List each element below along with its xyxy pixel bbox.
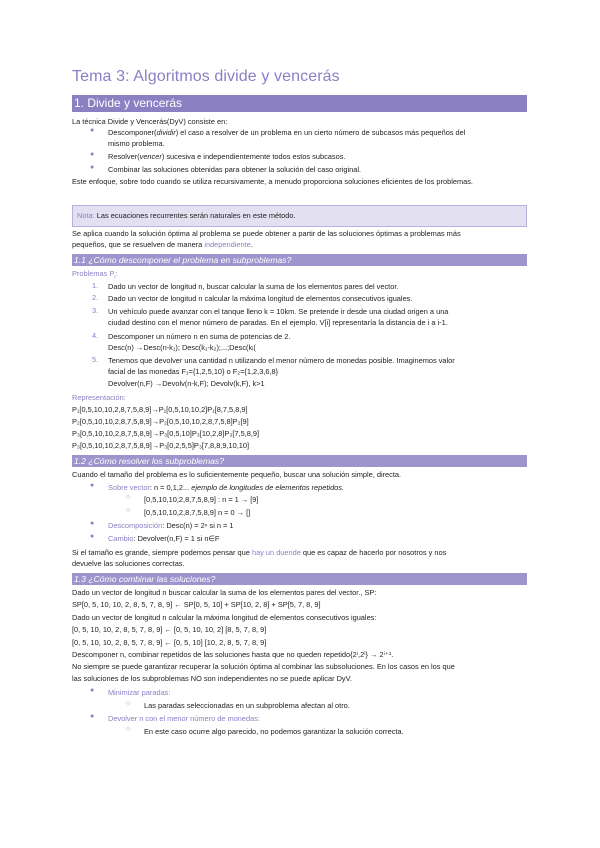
s13-line: SP[0, 5, 10, 10, 2, 8, 5, 7, 8, 9] ← SP[0, 5, 10] + SP[10, 2, 8] + SP[5, 7, 8, 9] bbox=[72, 600, 321, 609]
s13-line: Dado un vector de longitud n calcular la máxima longitud de elementos consecutivos iguales: bbox=[72, 613, 377, 622]
s12-intro: Cuando el tamaño del problema es lo suficientemente pequeño, buscar una solución simple, directa. bbox=[72, 470, 402, 479]
problem-item-3: Un vehículo puede avanzar con el tanque lleno k = 10km. Se pretende ir desde una ciudad origen a una bbox=[108, 307, 449, 316]
note-box: Nota: Las ecuaciones recurrentes serán naturales en este método. bbox=[72, 205, 527, 227]
min-stops-detail: Las paradas seleccionadas en un subproblema afectan al otro. bbox=[144, 701, 350, 710]
min-coins-detail: En este caso ocurre algo parecido, no podemos garantizar la solución correcta. bbox=[144, 727, 404, 736]
circle-bullet-icon: ○ bbox=[126, 700, 131, 707]
list-number: 5. bbox=[92, 355, 99, 364]
section-heading-1-1: 1.1 ¿Cómo descomponer el problema en subproblemas? bbox=[72, 254, 527, 266]
bullet-resolve: Resolver(vencer) sucesiva e independientemente todos estos subcasos. bbox=[108, 152, 346, 161]
representation-line: P₁[0,5,10,10,2,8,7,5,8,9]→P₁[0,5,10,10,2]P₁[8,7,5,8,9] bbox=[72, 405, 248, 414]
section-heading-1-2: 1.2 ¿Cómo resolver los subproblemas? bbox=[72, 455, 527, 467]
s13-line: Descomponer n, combinar repetidos de las soluciones hasta que no queden repetido{2ⁱ,2ⁱ} → 2ⁱ⁺¹. bbox=[72, 650, 394, 659]
circle-bullet-icon: ○ bbox=[126, 507, 131, 514]
representation-line: P₃[0,5,10,10,2,8,7,5,8,9]→P₃[0,2,5,5]P₃[7,8,8,9,10,10] bbox=[72, 441, 250, 450]
bullet-vector: Sobre vector: n = 0,1,2... ejemplo de longitudes de elementos repetidos. bbox=[108, 483, 345, 492]
section-heading-1: 1. Divide y vencerás bbox=[72, 95, 527, 112]
section-heading-1-3: 1.3 ¿Cómo combinar las soluciones? bbox=[72, 573, 527, 585]
circle-bullet-icon: ○ bbox=[126, 494, 131, 501]
bullet-icon: ● bbox=[90, 151, 95, 158]
problem-item-4-formula: Desc(n) →Desc(n-k₁); Desc(k₁-k₂);...;Desc(kᵢ( bbox=[108, 343, 256, 352]
s13-line: Dado un vector de longitud n buscar calcular la suma de los elementos pares del vector., SP: bbox=[72, 588, 377, 597]
vector-example-1: [0,5,10,10,2,8,7,5,8,9] : n = 1 → [9] bbox=[144, 495, 259, 504]
s13-paragraph: No siempre se puede garantizar recuperar la solución óptima al combinar las subsoluciones. En los casos en los que bbox=[72, 662, 455, 671]
list-number: 2. bbox=[92, 293, 99, 302]
paragraph-optimal-a: Se aplica cuando la solución óptima al problema se puede obtener a partir de las soluciones óptimas a problemas más bbox=[72, 229, 461, 238]
bullet-min-coins: Devolver n con el menor número de monedas: bbox=[108, 714, 260, 723]
bullet-combine: Combinar las soluciones obtenidas para obtener la solución del caso original. bbox=[108, 165, 362, 174]
s13-paragraph-cont: las soluciones de los subproblemas NO son independientes no se puede aplicar DyV. bbox=[72, 674, 352, 683]
bullet-icon: ● bbox=[90, 520, 95, 527]
vector-example-2: [0,5,10,10,2,8,7,5,8,9] n = 0 → [] bbox=[144, 508, 251, 517]
page-title: Tema 3: Algoritmos divide y vencerás bbox=[72, 68, 340, 85]
bullet-decompose-cont: mismo problema. bbox=[108, 139, 165, 148]
list-number: 4. bbox=[92, 331, 99, 340]
representation-label: Representación: bbox=[72, 393, 126, 402]
bullet-icon: ● bbox=[90, 127, 95, 134]
list-number: 1. bbox=[92, 281, 99, 290]
circle-bullet-icon: ○ bbox=[126, 726, 131, 733]
bullet-change: Cambio: Devolver(n,F) = 1 si n∈F bbox=[108, 534, 220, 543]
problem-item-4: Descomponer un número n en suma de potencias de 2. bbox=[108, 332, 291, 341]
s13-line: [0, 5, 10, 10, 2, 8, 5, 7, 8, 9] ← [0, 5, 10] [10, 2, 8, 5, 7, 8, 9] bbox=[72, 638, 267, 647]
problems-label: Problemas $P_i$: bbox=[72, 269, 118, 281]
bullet-decompose: Descomponer(dividir) el caso a resolver de un problema en un cierto número de subcasos más pequeños del bbox=[108, 128, 466, 137]
intro-line: La técnica Divide y Vencerás(DyV) consiste en: bbox=[72, 117, 228, 126]
problem-item-1: Dado un vector de longitud n, buscar calcular la suma de los elementos pares del vector. bbox=[108, 282, 399, 291]
s12-paragraph-cont: devuelve las soluciones correctas. bbox=[72, 559, 185, 568]
problem-item-5-cont: facial de las monedas F₁={1,2,5,10} o F₂={1,2,3,6,8} bbox=[108, 367, 279, 376]
problem-item-2: Dado un vector de longitud n calcular la máxima longitud de elementos consecutivos iguales. bbox=[108, 294, 413, 303]
bullet-icon: ● bbox=[90, 687, 95, 694]
bullet-min-stops: Minimizar paradas: bbox=[108, 688, 171, 697]
paragraph-optimal-b: pequeños, que se resuelven de manera independiente. bbox=[72, 240, 253, 249]
problem-item-5: Tenemos que devolver una cantidad n utilizando el menor número de monedas posible. Imaginemos valor bbox=[108, 356, 455, 365]
representation-line: P₂[0,5,10,10,2,8,7,5,8,9]→P₂[0,5,10,10,2,8,7,5,8]P₂[9] bbox=[72, 417, 249, 426]
bullet-decomposition: Descomposición: Desc(n) = 2ⁿ si n = 1 bbox=[108, 521, 234, 530]
bullet-icon: ● bbox=[90, 482, 95, 489]
bullet-icon: ● bbox=[90, 164, 95, 171]
bullet-icon: ● bbox=[90, 713, 95, 720]
s12-paragraph: Si el tamaño es grande, siempre podemos pensar que hay un duende que es capaz de hacerlo por nosotros y nos bbox=[72, 548, 447, 557]
problem-item-5-formula: Devolver(n,F) →Devolv(n-k,F); Devolv(k,F), k>1 bbox=[108, 379, 265, 388]
list-number: 3. bbox=[92, 306, 99, 315]
representation-line: P₃[0,5,10,10,2,8,7,5,8,9]→P₃[0,5,10]P₃[10,2,8]P₃[7,5,8,9] bbox=[72, 429, 260, 438]
bullet-icon: ● bbox=[90, 533, 95, 540]
s13-line: [0, 5, 10, 10, 2, 8, 5, 7, 8, 9] ← [0, 5, 10, 10, 2] [8, 5, 7, 8, 9] bbox=[72, 625, 267, 634]
problem-item-3-cont: ciudad destino con el menor número de paradas. En el ejemplo. V[i] representaría la distancia de i a i-1. bbox=[108, 318, 448, 327]
paragraph-efficiency: Este enfoque, sobre todo cuando se utiliza recursivamente, a menudo proporciona soluciones eficientes de los problemas. bbox=[72, 177, 473, 186]
